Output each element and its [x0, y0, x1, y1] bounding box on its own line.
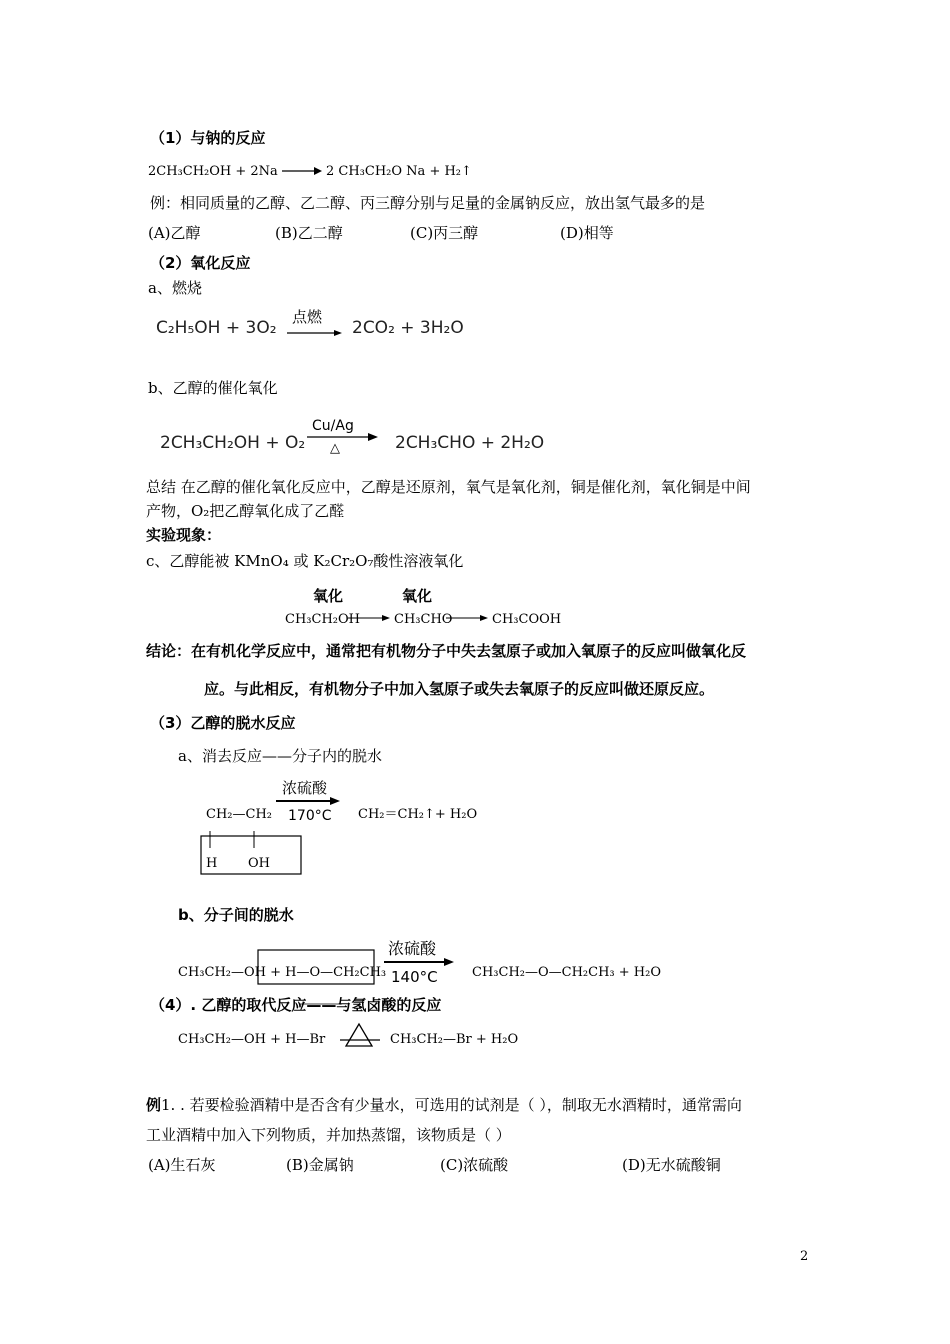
intermolecular-condition-top: 浓硫酸	[388, 939, 437, 958]
example-1-text-1: 1. . 若要检验酒精中是否含有少量水，可选用的试剂是（ ），制取无水酒精时，通常需向	[161, 1096, 742, 1114]
catalytic-label: b、乙醇的催化氧化	[148, 379, 278, 397]
page-number: 2	[800, 1249, 809, 1264]
example-1-option-b: (B)金属钠	[286, 1156, 354, 1174]
elimination-condition-top: 浓硫酸	[282, 779, 328, 797]
sodium-equation-left: 2CH₃CH₂OH + 2Na	[148, 164, 278, 179]
example-1-option-d: (D)无水硫酸铜	[622, 1156, 721, 1174]
catalytic-arrow	[307, 433, 378, 441]
catalytic-condition-top: Cu/Ag	[312, 418, 354, 434]
example-1-option-c: (C)浓硫酸	[440, 1156, 509, 1174]
summary-line-1: 总结 在乙醇的催化氧化反应中，乙醇是还原剂，氧气是氧化剂，铜是催化剂，氧化铜是中间	[146, 478, 751, 496]
section-1-heading: （1）与钠的反应	[150, 129, 266, 147]
substitution-left: CH₃CH₂—OH + H—Br	[178, 1032, 326, 1047]
combustion-condition: 点燃	[292, 308, 323, 326]
section-2-heading: （2）氧化反应	[150, 254, 251, 272]
chain-acetic-acid: CH₃COOH	[492, 612, 562, 627]
substitution-heat-triangle	[340, 1024, 380, 1046]
section-4-heading: （4）. 乙醇的取代反应——与氢卤酸的反应	[150, 996, 442, 1014]
sodium-example: 例：相同质量的乙醇、乙二醇、丙三醇分别与足量的金属钠反应，放出氢气最多的是	[150, 194, 706, 212]
intermolecular-condition-bottom: 140°C	[391, 968, 438, 986]
combustion-arrow	[287, 330, 342, 336]
sodium-option-a: (A)乙醇	[148, 224, 201, 242]
chain-arrow-1	[348, 615, 390, 621]
sodium-option-d: (D)相等	[560, 224, 614, 242]
substitution-right: CH₃CH₂—Br + H₂O	[390, 1032, 519, 1047]
sodium-option-c: (C)丙三醇	[410, 224, 479, 242]
elimination-label: a、消去反应——分子内的脱水	[178, 747, 382, 765]
example-1-prefix: 例	[146, 1096, 162, 1114]
chain-oxidation-label-1: 氧化	[313, 587, 344, 605]
combustion-right: 2CO₂ + 3H₂O	[352, 318, 464, 338]
chain-oxidation-label-2: 氧化	[402, 587, 433, 605]
combustion-left: C₂H₅OH + 3O₂	[156, 318, 277, 338]
elimination-reactant: CH₂—CH₂	[206, 807, 272, 822]
elimination-arrow	[276, 797, 340, 805]
sodium-equation-right: 2 CH₃CH₂O Na + H₂↑	[326, 164, 472, 179]
intermolecular-label: b、分子间的脱水	[178, 906, 294, 924]
sodium-arrow	[282, 167, 322, 175]
elimination-product: CH₂＝CH₂↑+ H₂O	[358, 807, 478, 822]
chain-arrow-2	[446, 615, 488, 621]
intermolecular-box	[258, 950, 374, 984]
phenomenon-label: 实验现象：	[146, 526, 222, 544]
elimination-h: H	[206, 856, 218, 871]
combustion-label: a、燃烧	[148, 279, 202, 297]
section-3-heading: （3）乙醇的脱水反应	[150, 714, 296, 732]
conclusion-line-1: 结论：在有机化学反应中，通常把有机物分子中失去氢原子或加入氧原子的反应叫做氧化反	[146, 642, 747, 660]
intermolecular-arrow	[384, 958, 454, 966]
elimination-oh: OH	[248, 856, 270, 871]
elimination-condition-bottom: 170°C	[288, 808, 332, 824]
oxidant-label: c、乙醇能被 KMnO₄ 或 K₂Cr₂O₇酸性溶液氧化	[146, 552, 464, 570]
conclusion-line-2: 应。与此相反，有机物分子中加入氢原子或失去氧原子的反应叫做还原反应。	[204, 680, 715, 698]
catalytic-condition-bottom: △	[330, 441, 340, 456]
catalytic-right: 2CH₃CHO + 2H₂O	[395, 433, 545, 453]
summary-line-2: 产物，O₂把乙醇氧化成了乙醛	[146, 502, 345, 520]
example-1-option-a: (A)生石灰	[148, 1156, 216, 1174]
catalytic-left: 2CH₃CH₂OH + O₂	[160, 433, 306, 453]
intermolecular-reactant: CH₃CH₂—OH + H—O—CH₂CH₃	[178, 965, 387, 980]
example-1-line-2: 工业酒精中加入下列物质，并加热蒸馏，该物质是（ ）	[146, 1126, 511, 1144]
sodium-option-b: (B)乙二醇	[275, 224, 343, 242]
chain-ethanol: CH₃CH₂OH	[285, 612, 360, 627]
chain-acetaldehyde: CH₃CHO	[394, 612, 453, 627]
intermolecular-product: CH₃CH₂—O—CH₂CH₃ + H₂O	[472, 965, 662, 980]
elimination-structure	[201, 831, 301, 874]
